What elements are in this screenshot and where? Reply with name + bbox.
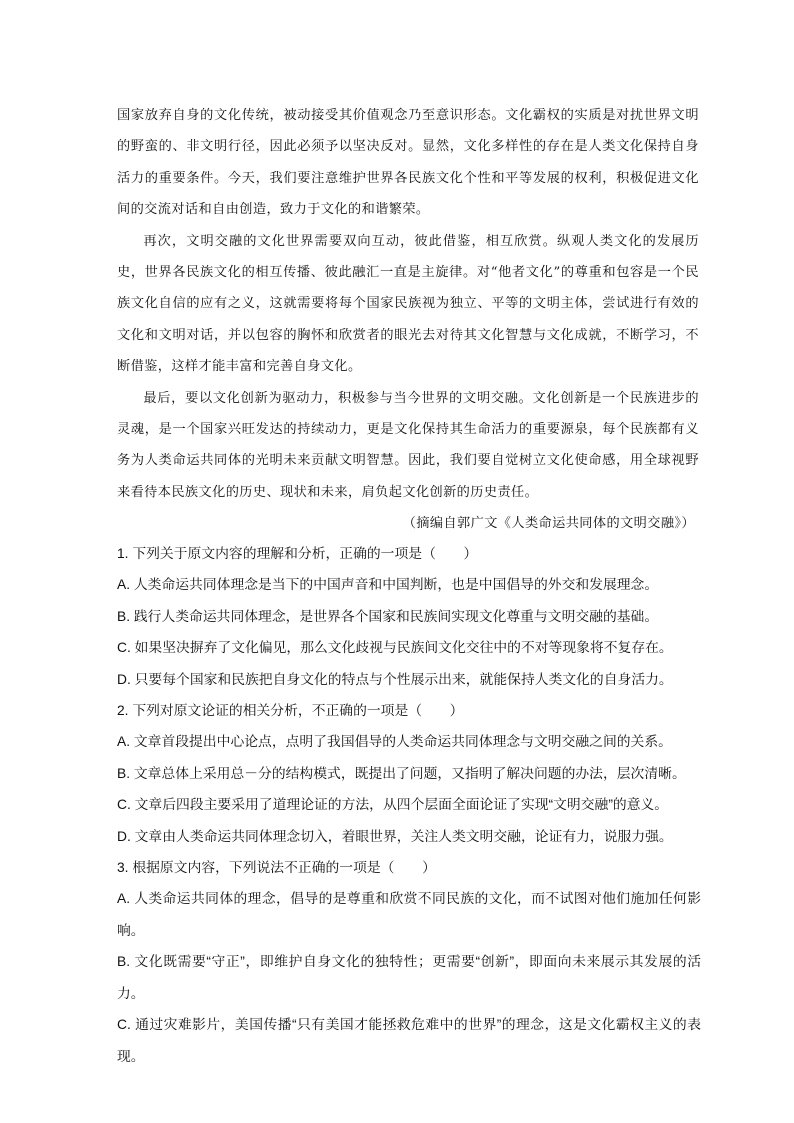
question-2: [117, 695, 701, 852]
option-c: C. 如果坚决摒弃了文化偏见，那么文化歧视与民族间文化交往中的不对等现象将不复存在。: [117, 640, 673, 656]
question-3: [117, 852, 701, 1072]
option-d: D. 文章由人类命运共同体理念切入，着眼世界，关注人类文明交融，论证有力，说服力强。: [117, 828, 673, 844]
passage-paragraph: 最后，要以文化创新为驱动力，积极参与当今世界的文明交融。文化创新是一个民族进步的灵魂，是一个国家兴旺发达的持续动力，更是文化保持其生命活力的重要源泉，每个民族都有义务为人类命运共同体的光明未来贡献文明智慧。因此，我们要自觉树立文化使命感，用全球视野来看待本民族文化的历史、现状和未来，肩负起文化创新的历史责任。: [117, 390, 699, 500]
reading-passage: [117, 100, 699, 540]
passage-paragraph: 国家放弃自身的文化传统，被动接受其价值观念乃至意识形态。文化霸权的实质是对扰世界文明的野蛮的、非文明行径，因此必须予以坚决反对。显然，文化多样性的存在是人类文化保持自身活力的重要条件。今天，我们要注意维护世界各民族文化个性和平等发展的权利，积极促进文化间的交流对话和自由创造，致力于文化的和谐繁荣。: [117, 108, 699, 218]
question-stem: 3. 根据原文内容，下列说法不正确的一项是（ ）: [117, 860, 436, 876]
passage-source: （摘编自郭广文《人类命运共同体的文明交融》）: [402, 516, 695, 532]
option-c: C. 通过灾难影片，美国传播“只有美国才能拯救危难中的世界”的理念，这是文化霸权主义的表现。: [117, 1017, 701, 1064]
question-list: [117, 538, 701, 1072]
option-d: D. 只要每个国家和民族把自身文化的特点与个性展示出来，就能保持人类文化的自身活力。: [117, 671, 673, 687]
question-stem: 1. 下列关于原文内容的理解和分析，正确的一项是（ ）: [117, 546, 478, 561]
option-b: B. 践行人类命运共同体理念，是世界各个国家和民族间实现文化尊重与文明交融的基础。: [117, 608, 659, 624]
option-c: C. 文章后四段主要采用了道理论证的方法，从四个层面全面论证了实现“文明交融”的意义。: [117, 797, 669, 813]
passage-paragraph: 再次，文明交融的文化世界需要双向互动，彼此借鉴，相互欣赏。纵观人类文化的发展历史，世界各民族文化的相互传播、彼此融汇一直是主旋律。对“他者文化”的尊重和包容是一个民族文化自信的应有之义，这就需要将每个国家民族视为独立、平等的文明主体，尝试进行有效的文化和文明对话，并以包容的胸怀和欣赏者的眼光去对待其文化智慧与文化成就，不断学习，不断借鉴，这样才能丰富和完善自身文化。: [117, 233, 699, 375]
question-1: [117, 538, 701, 695]
option-b: B. 文章总体上采用总－分的结构模式，既提出了问题，又指明了解决问题的办法，层次清晰。: [117, 765, 686, 781]
option-a: A. 人类命运共同体的理念，倡导的是尊重和欣赏不同民族的文化，而不试图对他们施加任何影响。: [117, 891, 701, 938]
option-b: B. 文化既需要“守正”，即维护自身文化的独特性；更需要“创新”，即面向未来展示其发展的活力。: [117, 954, 701, 1001]
option-a: A. 文章首段提出中心论点，点明了我国倡导的人类命运共同体理念与文明交融之间的关系。: [117, 734, 672, 750]
option-a: A. 人类命运共同体理念是当下的中国声音和中国判断，也是中国倡导的外交和发展理念。: [117, 577, 659, 593]
question-stem: 2. 下列对原文论证的相关分析，不正确的一项是（ ）: [117, 703, 464, 719]
